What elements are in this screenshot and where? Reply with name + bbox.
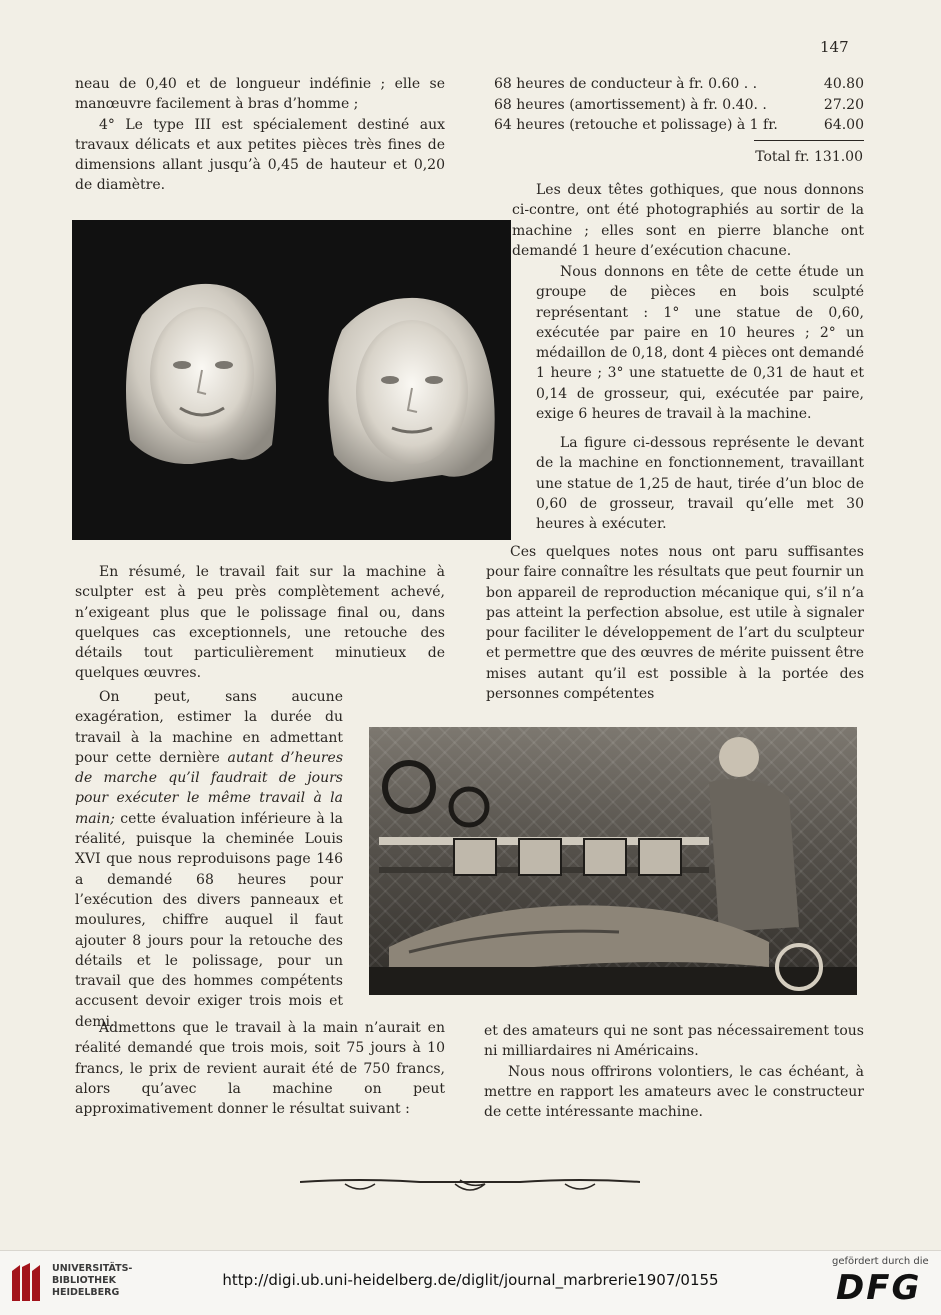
permalink-url[interactable]: http://digi.ub.uni-heidelberg.de/diglit/journal_marbrerie1907/0155: [222, 1271, 719, 1289]
cost-row: [494, 74, 864, 95]
gothic-heads-photo: [72, 220, 511, 540]
cost-amount: 40.80: [823, 76, 864, 92]
paragraph-text: On peut, sans aucune exagération, estimer la durée du travail à la machine en admettant pour cette dernière: [75, 689, 343, 766]
sum-rule: [754, 140, 864, 141]
paragraph-text: cette évaluation inférieure à la réalité, puisque la cheminée Louis XVI que nous reproduisons page 146 a demandé 68 heures pour l’exécution des divers panneaux et moulures, chiffre auquel il faut ajouter 8 jours pour la retouche des détails et le polissage, pour un travail que des hommes compétents accusent devoir exiger trois mois et demi.: [75, 810, 343, 1030]
paragraph: Nous nous offrirons volontiers, le cas échéant, à mettre en rapport les amateurs avec le constructeur de cette intéressante machine.: [484, 1063, 864, 1121]
machine-photo: [369, 727, 857, 995]
right-column-text-3: [536, 433, 864, 534]
left-column-top: [75, 74, 445, 196]
digitization-footer: [0, 1250, 941, 1315]
library-line: UNIVERSITÄTS-: [52, 1263, 133, 1274]
paragraph: La figure ci-dessous représente le devant de la machine en fonctionnement, travaillant une statue de 1,25 de haut, tirée d’un bloc de 0,60 de grosseur, travail qu’elle met 30 heures à exécuter.: [536, 435, 864, 533]
funded-by-label: gefördert durch die: [832, 1256, 929, 1267]
cost-label: 68 heures de conducteur à fr. 0.60 . .: [494, 76, 758, 92]
cost-amount: 64.00: [823, 117, 864, 133]
paragraph: Ces quelques notes nous ont paru suffisantes pour faire connaître les résultats que peut fournir un bon appareil de reproduction mécanique qui, s’il n’a pas atteint la perfection absolue, est utile à signaler pour faciliter le développement de l’art du sculpteur et permettre que des œuvres de mérite puissent être mises autant qu’il est possible à la portée des personnes compétentes: [486, 544, 864, 703]
cost-label: 68 heures (amortissement) à fr. 0.40. .: [494, 96, 767, 113]
paragraph: Admettons que le travail à la main n’aurait en réalité demandé que trois mois, soit 75 jours à 10 francs, le prix de revient aurait été de 750 francs, alors qu’avec la machine on peut approximativement donner le résultat suivant :: [75, 1020, 445, 1118]
paragraph: et des amateurs qui ne sont pas nécessairement tous ni milliardaires ni Américains.: [484, 1023, 864, 1060]
cost-amount: 27.20: [823, 96, 864, 113]
left-column-bottom-3: [75, 1018, 445, 1119]
library-line: BIBLIOTHEK: [52, 1275, 116, 1286]
paragraph: 4° Le type III est spécialement destiné aux travaux délicats et aux petites pièces très fines de dimensions allant jusqu’à 0,45 de hauteur et 0,20 de diamètre.: [75, 116, 445, 194]
italic-phrase: autant d’heures de marche qu’il faudrait de jours pour exécuter le même travail à la main;: [75, 749, 344, 827]
right-column-text-4: [486, 542, 864, 704]
gothic-heads-image: [72, 220, 511, 540]
cost-row: [494, 115, 864, 136]
right-column-bottom: [484, 1021, 864, 1122]
library-line: HEIDELBERG: [52, 1287, 120, 1298]
paragraph: [75, 687, 343, 1032]
cost-label: 64 heures (retouche et polissage) à 1 fr.: [494, 117, 778, 133]
paragraph: Les deux têtes gothiques, que nous donnons ci-contre, ont été photographiés au sortir de la machine ; elles sont en pierre blanche ont demandé 1 heure d’exécution chacune.: [512, 182, 864, 259]
right-column-text-2: [536, 262, 864, 424]
page-number: 147: [820, 38, 849, 56]
cost-table: [494, 74, 864, 167]
paragraph: Nous donnons en tête de cette étude un groupe de pièces en bois sculpté représentant : 1° une statue de 0,60, exécutée par paire en 10 heures ; 2° un médaillon de 0,18, dont 4 pièces ont demandé 1 heure ; 3° une statuette de 0,31 de haut et 0,14 de grosseur, qui, exécutée par paire, exige 6 heures de travail à la machine.: [536, 264, 864, 423]
cost-total: Total fr. 131.00: [755, 148, 863, 165]
paragraph: neau de 0,40 et de longueur indéfinie ; elle se manœuvre facilement à bras d’homme ;: [75, 76, 445, 113]
machine-image: [369, 727, 857, 995]
left-column-bottom: [75, 562, 445, 684]
right-column-text: [512, 180, 864, 261]
paragraph: En résumé, le travail fait sur la machine à sculpter est à peu près complètement achevé, n’exigeant plus que le polissage final ou, dans quelques cas exceptionnels, une retouche des détails tout particulièrement minutieux de quelques œuvres.: [75, 564, 445, 682]
cost-row: [494, 95, 864, 116]
end-ornament: [300, 1170, 640, 1200]
dfg-logo: DFG: [836, 1268, 922, 1308]
